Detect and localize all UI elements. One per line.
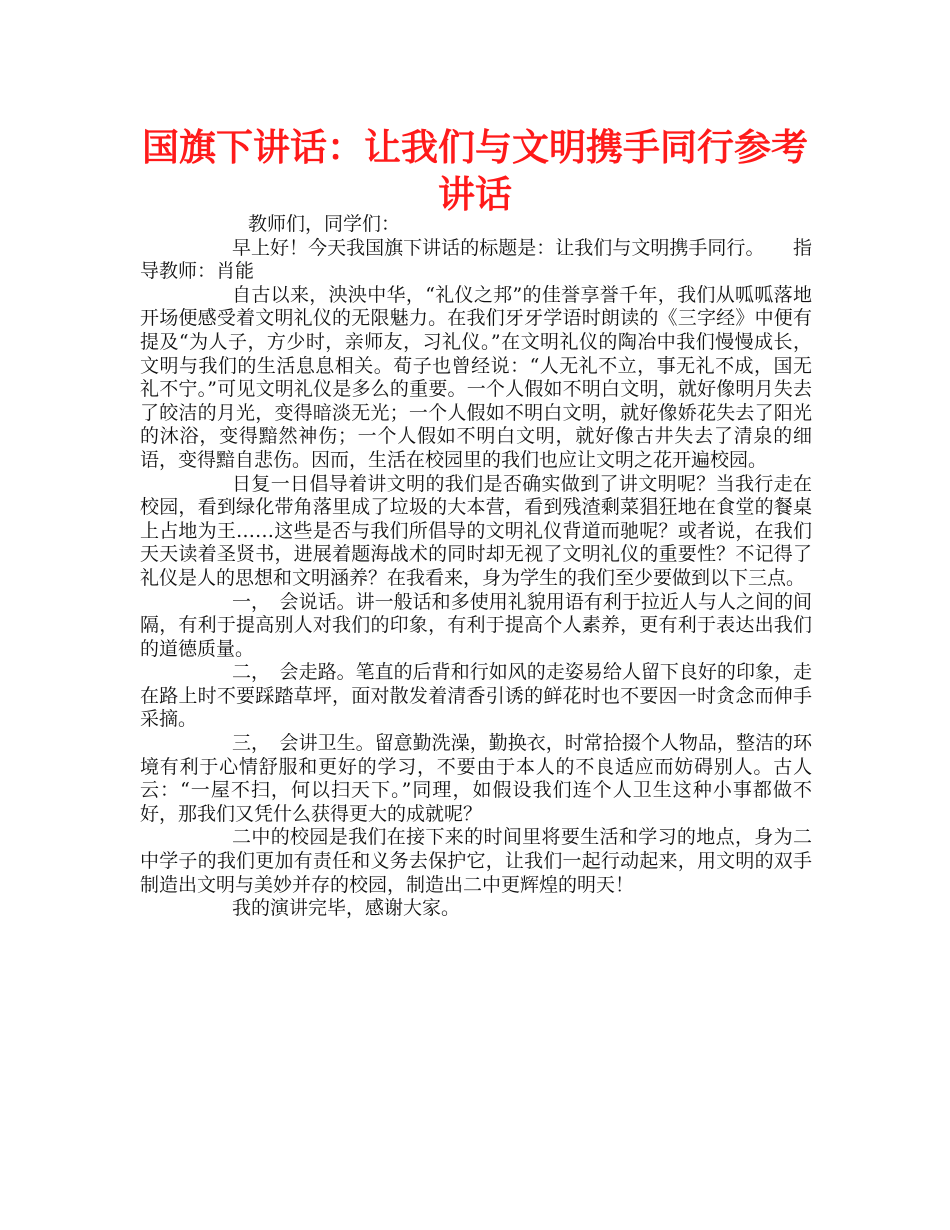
closing-paragraph: 我的演讲完毕，感谢大家。 [232, 897, 461, 920]
greeting-paragraph: 教师们，同学们： [248, 213, 401, 235]
document-title: 国旗下讲话：让我们与文明携手同行参考讲话 [142, 126, 808, 216]
body-paragraph: 二中的校园是我们在接下来的时间里将要生活和学习的地点，身为二中学子的我们更加有责任和义务去保护它，让我们一起行动起来，用文明的双手制造出文明与美妙并存的校园，制造出二中更辉煌的明天！ [140, 826, 812, 896]
document-body [140, 213, 812, 921]
point-two-paragraph: 二， 会走路。笔直的后背和行如风的走姿易给人留下良好的印象，走在路上时不要踩踏草坪，面对散发着清香引诱的鲜花时也不要因一时贪念而伸手采摘。 [140, 661, 812, 731]
point-three-paragraph: 三， 会讲卫生。留意勤洗澡，勤换衣，时常拾掇个人物品，整洁的环境有利于心情舒服和更好的学习，不要由于本人的不良适应而妨碍别人。古人云：“一屋不扫，何以扫天下。”同理，如假设我们连个人卫生这种小事都做不好，那我们又凭什么获得更大的成就呢？ [140, 732, 812, 825]
point-one-paragraph: 一， 会说话。讲一般话和多使用礼貌用语有利于拉近人与人之间的间隔，有利于提高别人对我们的印象，有利于提高个人素养，更有利于表达出我们的道德质量。 [140, 590, 812, 660]
intro-paragraph: 早上好！今天我国旗下讲话的标题是：让我们与文明携手同行。 指导教师：肖能 [140, 236, 812, 283]
body-paragraph: 自古以来，泱泱中华，“礼仪之邦”的佳誉享誉千年，我们从呱呱落地开场便感受着文明礼仪的无限魅力。在我们牙牙学语时朗读的《三字经》中便有提及“为人子，方少时，亲师友，习礼仪。”在文明礼仪的陶冶中我们慢慢成长，文明与我们的生活息息相关。荀子也曾经说：“人无礼不立，事无礼不成，国无礼不宁。”可见文明礼仪是多么的重要。一个人假如不明白文明，就好像明月失去了皎洁的月光，变得暗淡无光；一个人假如不明白文明，就好像娇花失去了阳光的沐浴，变得黯然神伤；一个人假如不明白文明，就好像古井失去了清泉的细语，变得黯自悲伤。因而，生活在校园里的我们也应让文明之花开遍校园。 [140, 283, 812, 471]
body-paragraph: 日复一日倡导着讲文明的我们是否确实做到了讲文明呢？当我行走在校园，看到绿化带角落里成了垃圾的大本营，看到残渣剩菜猖狂地在食堂的餐桌上占地为王……这些是否与我们所倡导的文明礼仪背道而驰呢？或者说，在我们天天读着圣贤书，进展着题海战术的同时却无视了文明礼仪的重要性？不记得了礼仪是人的思想和文明涵养？在我看来，身为学生的我们至少要做到以下三点。 [140, 472, 812, 589]
